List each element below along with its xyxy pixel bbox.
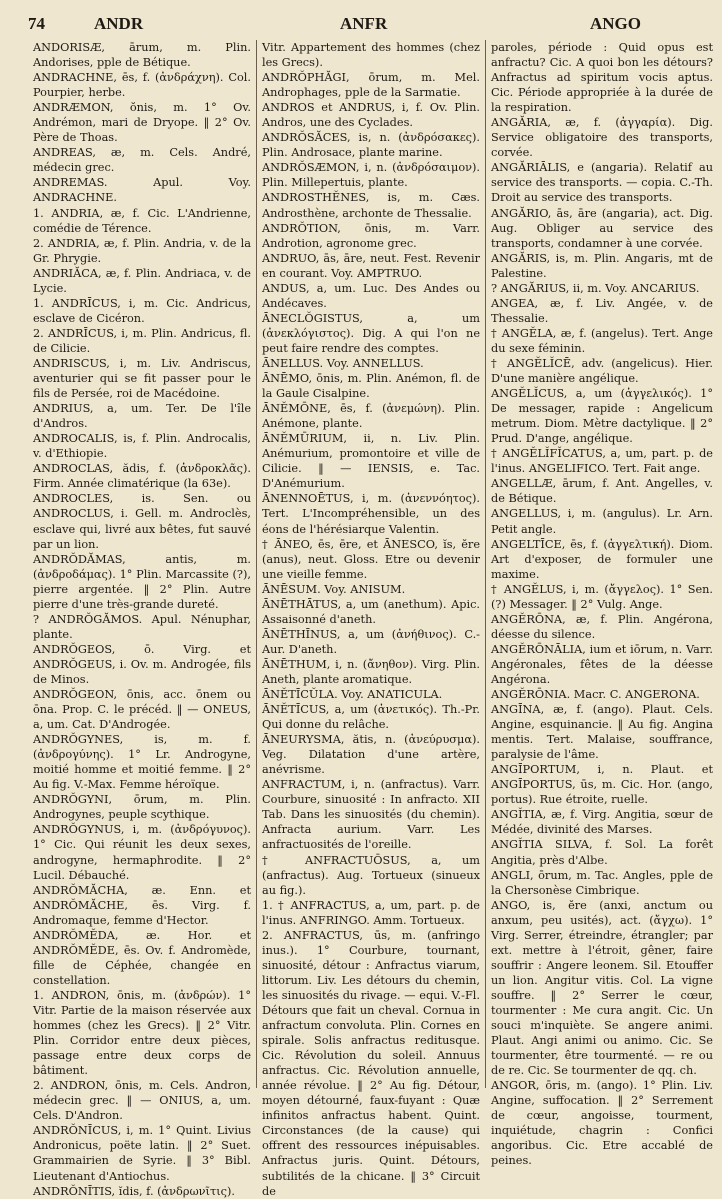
column-3 [486,40,718,1168]
dictionary-entry: paroles, période : Quid opus est anfractu? Cic. A quoi bon les détours? Anfractus ad spiritum vocis aptus. Cic. Période appropriée à la durée de la respiration. [491,41,713,115]
dictionary-entry: ANDREAS, æ, m. Cels. André, médecin grec. [33,146,251,175]
dictionary-entry: ANDROS et ANDRUS, i, f. Ov. Plin. Andros, une des Cyclades. [262,101,480,130]
dictionary-entry: ANDRŎSĂCES, is, n. (ἀνδρόσακες). Plin. Androsace, plante marine. [262,131,480,160]
dictionary-entry: ANGĪNA, æ, f. (ango). Plaut. Cels. Angine, esquinancie. ‖ Au fig. Angina mentis. Tert. Malaise, souffrance, paralysie de l'âme. [491,703,713,762]
dictionary-entry: ANGELLUS, i, m. (angulus). Lr. Arn. Petit angle. [491,507,713,536]
dictionary-entry: ANDUS, a, um. Luc. Des Andes ou Andécaves. [262,281,480,310]
dictionary-entry: ? ANGĂRIUS, ii, m. Voy. ANCARIUS. [491,281,700,295]
dictionary-entry: ANGĔRŌNĀLIA, ium et iōrum, n. Varr. Angéronales, fêtes de la déesse Angérona. [491,642,713,686]
dictionary-entry: ANDROCLAS, ădis, f. (ἀνδροκλᾶς). Firm. Année climatérique (la 63e). [33,462,251,491]
dictionary-entry: † ANGĔLĬFĬCATUS, a, um, part. p. de l'inus. ANGELIFICO. Tert. Fait ange. [491,447,713,476]
dictionary-entry: ANDRIUS, a, um. Ter. De l'île d'Andros. [33,402,251,431]
dictionary-entry: ANDROCALIS, is, f. Plin. Androcalis, v. d'Ethiopie. [33,432,251,461]
guide-word-left: ANDR [94,14,144,33]
page-number: 74 [28,14,45,33]
dictionary-entry: ANGĔLĬCUS, a, um (ἀγγελικός). 1° De messager, rapide : Angelicum metrum. Diom. Mètre dactylique. ‖ 2° Prud. D'ange, angélique. [491,387,713,446]
dictionary-entry: ĀNĔMŪRIUM, ii, n. Liv. Plin. Anémurium, promontoire et ville de Cilicie. ‖ — IENSIS, e. Tac. D'Anémurium. [262,432,480,491]
dictionary-entry: ANGELTĪCE, ēs, f. (ἀγγελτική). Diom. Art d'exposer, de formuler une maxime. [491,537,713,581]
dictionary-entry: ANDRUO, ās, āre, neut. Fest. Revenir en courant. Voy. AMPTRUO. [262,251,480,280]
dictionary-entry: ĀNĔMŌNE, ēs, f. (ἀνεμώνη). Plin. Anémone, plante. [262,402,480,431]
dictionary-entry: ANDRŎGEON, ōnis, acc. ōnem ou ōna. Prop. C. le précéd. ‖ — ONEUS, a, um. Cat. D'Androgée. [33,688,251,732]
dictionary-entry: ĀNECLŎGISTUS, a, um (ἀνεκλόγιστος). Dig. A qui l'on ne peut faire rendre des comptes. [262,311,480,355]
dictionary-entry: ANDORISÆ, ārum, m. Plin. Andorises, pple de Bétique. [33,41,251,70]
dictionary-entry: ANDRACHNE, ēs, f. (ἀνδράχνη). Col. Pourpier, herbe. [33,71,251,100]
dictionary-entry: ĀNĒTHUM, i, n. (ἄνηθον). Virg. Plin. Aneth, plante aromatique. [262,657,480,686]
dictionary-entry: ? ANDRŎGĂMOS. Apul. Nénuphar, plante. [33,612,251,641]
dictionary-entry: ANFRACTUM, i, n. (anfractus). Varr. Courbure, sinuosité : In anfracto. XII Tab. Dans les sinuosités (du chemin). Anfracta aurium. Varr. Les anfractuosités de l'oreille. [262,778,480,852]
dictionary-entry: ĀNĔTĪCUS, a, um (ἀνετικός). Th.-Pr. Qui donne du relâche. [262,703,480,732]
dictionary-entry: ANGĂRIO, ās, āre (angaria), act. Dig. Aug. Obliger au service des transports, condamner à une corvée. [491,206,713,250]
dictionary-entry: ANGĔRŌNA, æ, f. Plin. Angérona, déesse du silence. [491,612,713,641]
dictionary-entry: 2. ANDRIA, æ, f. Plin. Andria, v. de la Gr. Phrygie. [33,236,251,265]
dictionary-entry: 1. ANDRĪCUS, i, m. Cic. Andricus, esclave de Cicéron. [33,296,251,325]
dictionary-entry: ĀNĒMO, ōnis, m. Plin. Anémon, fl. de la Gaule Cisalpine. [262,372,480,401]
dictionary-entry: † ĀNEO, ēs, ēre, et ĀNESCO, ĭs, ĕre (anus), neut. Gloss. Etre ou devenir une vieille femme. [262,537,480,581]
dictionary-entry: ANGO, is, ĕre (anxi, anctum ou anxum, peu usités), act. (ἄγχω). 1° Virg. Serrer, étreindre, étrangler; par ext. mettre à l'étroit, gêner, faire souffrir : Angere leonem. Sil. Etouffer un lion. Angitur vitis. Col. La vigne souffre. ‖ 2° Serrer le cœur, tourmenter : Me cura angit. Cic. Un souci m'inquiète. Se angere animi. Plaut. Angi animi ou animo. Cic. Se tourmenter, être tourmenté. — re ou de re. Cic. Se tourmenter de qq. ch. [491,898,713,1078]
dictionary-entry: ANGĂRIS, is, m. Plin. Angaris, mt de Palestine. [491,251,713,280]
guide-word-right: ANGO [590,14,641,33]
guide-word-middle: ANFR [340,14,388,33]
dictionary-entry: ĀNEURYSMA, ătis, n. (ἀνεύρυσμα). Veg. Dilatation d'une artère, anévrisme. [262,733,480,777]
dictionary-entry: ANDRŎNĪCUS, i, m. 1° Quint. Livius Andronicus, poëte latin. ‖ 2° Suet. Grammairien de Syrie. ‖ 3° Bibl. Lieutenant d'Antiochus. [33,1124,251,1183]
dictionary-entry: 2. ANDRĪCUS, i, m. Plin. Andricus, fl. de Cilicie. [33,326,251,355]
dictionary-entry: ANDRŎMĔDA, æ. Hor. et ANDRŎMĔDE, ēs. Ov. f. Andromède, fille de Céphée, changée en constellation. [33,928,251,987]
dictionary-entry: 2. ANFRACTUS, ūs, m. (anfringo inus.). 1° Courbure, tournant, sinuosité, détour : Anfractus viarum, littorum. Liv. Les détours du chemin, les sinuosités du rivage. — equi. V.-Fl. Détours que fait un cheval. Cornua in anfractum convoluta. Plin. Cornes en spirale. Solis anfractus reditusque. Cic. Révolution du soleil. Annuus anfractus. Cic. Révolution annuelle, année révolue. ‖ 2° Au fig. Détour, moyen détourné, faux-fuyant : Quæ infinitos anfractus habent. Quint. Circonstances (de la cause) qui offrent des ressources inépuisables. Anfractus juris. Quint. Détours, subtilités de la chicane. ‖ 3° Circuit de [262,928,480,1198]
dictionary-entry: ANDRŎGYNI, ōrum, m. Plin. Androgynes, peuple scythique. [33,793,251,822]
dictionary-entry: ANDRIĂCA, æ, f. Plin. Andriaca, v. de Lycie. [33,266,251,295]
dictionary-entry: † ANGĔLĬCĒ, adv. (angelicus). Hier. D'une manière angélique. [491,356,713,386]
dictionary-entry: ANDRŎGEOS, ō. Virg. et ANDRŎGEUS, i. Ov. m. Androgée, fils de Minos. [33,642,251,686]
dictionary-entry: ANDROSTHĔNES, is, m. Cæs. Androsthène, archonte de Thessalie. [262,191,480,220]
dictionary-entry: ANGĔRŌNIA. Macr. C. ANGERONA. [491,688,700,702]
dictionary-entry: 1. ANDRON, ōnis, m. (ἀνδρών). 1° Vitr. Partie de la maison réservée aux hommes (chez les Grecs). ‖ 2° Vitr. Plin. Corridor entre deux pièces, passage entre deux corps de bâtiment. [33,988,251,1078]
dictionary-entry: ANDRŎMĂCHA, æ. Enn. et ANDRŎMĂCHE, ēs. Virg. f. Andromaque, femme d'Hector. [33,883,251,927]
dictionary-entry: ANDRISCUS, i, m. Liv. Andriscus, aventurier qui se fit passer pour le fils de Persée, roi de Macédoine. [33,356,251,401]
dictionary-entry: ANGĂRIA, æ, f. (ἀγγαρία). Dig. Service obligatoire des transports, corvée. [491,116,713,160]
column-2 [256,40,486,1198]
columns [28,40,718,1198]
dictionary-entry: † ANGĔLA, æ, f. (angelus). Tert. Ange du sexe féminin. [491,326,713,355]
dictionary-entry: ĀNĔTĪCŬLA. Voy. ANATICULA. [262,688,443,702]
dictionary-entry: ANDRŎNĪTIS, ĭdis, f. (ἀνδρωνῖτις). [33,1184,235,1198]
dictionary-entry: 1. ANDRIA, æ, f. Cic. L'Andrienne, comédie de Térence. [33,206,251,235]
dictionary-entry: ANDROCLES, is. Sen. ou ANDROCLUS, i. Gell. m. Androclès, esclave qui, livré aux bêtes, fut sauvé par un lion. [33,492,251,551]
dictionary-entry: ANDRÆMON, ŏnis, m. 1° Ov. Andrémon, mari de Dryope. ‖ 2° Ov. Père de Thoas. [33,101,251,145]
dictionary-entry: ĀNĒSUM. Voy. ANISUM. [262,582,406,596]
running-header [28,14,716,36]
dictionary-entry: Vitr. Appartement des hommes (chez les Grecs). [262,41,480,70]
dictionary-entry: ANGĪPORTUM, i, n. Plaut. et ANGĪPORTUS, ūs, m. Cic. Hor. (ango, portus). Rue étroite, ruelle. [491,763,713,807]
dictionary-entry: ANDRŎTION, ōnis, m. Varr. Androtion, agronome grec. [262,221,480,250]
dictionary-entry: 1. † ANFRACTUS, a, um, part. p. de l'inus. ANFRINGO. Amm. Tortueux. [262,898,480,927]
dictionary-entry: ANGOR, ōris, m. (ango). 1° Plin. Liv. Angine, suffocation. ‖ 2° Serrement de cœur, angoisse, tourment, inquiétude, chagrin : Confici angoribus. Cic. Etre accablé de peines. [491,1079,713,1168]
dictionary-entry: 2. ANDRON, ōnis, m. Cels. Andron, médecin grec. ‖ — ONIUS, a, um. Cels. D'Andron. [33,1079,251,1123]
dictionary-entry: ĀNELLUS. Voy. ANNELLUS. [262,356,424,370]
dictionary-entry: ANGLI, ōrum, m. Tac. Angles, pple de la Chersonèse Cimbrique. [491,868,713,897]
dictionary-entry: † ANFRACTUŌSUS, a, um (anfractus). Aug. Tortueux (sinueux au fig.). [262,853,480,897]
dictionary-entry: ANDREMAS. Apul. Voy. ANDRACHNE. [33,176,251,205]
dictionary-entry: ANGĂRIĀLIS, e (angaria). Relatif au service des transports. — copia. C.-Th. Droit au service des transports. [491,161,713,205]
dictionary-entry: ANDRŎDĂMAS, antis, m. (ἀνδροδάμας). 1° Plin. Marcassite (?), pierre argentée. ‖ 2° Plin. Autre pierre d'une très-grande dureté. [33,552,251,611]
dictionary-entry: ANGĬTIA SILVA, f. Sol. La forêt Angitia, près d'Albe. [491,838,713,867]
dictionary-entry: ANGELLÆ, ārum, f. Ant. Angelles, v. de Bétique. [491,477,713,506]
dictionary-entry: ANDRŎGYNUS, i, m. (ἀνδρόγυνος). 1° Cic. Qui réunit les deux sexes, androgyne, hermaphrodite. ‖ 2° Lucil. Débauché. [33,823,251,882]
dictionary-entry: ĀNENNOĒTUS, i, m. (ἀνεννόητος). Tert. L'Incompréhensible, un des éons de l'hérésiarque Valentin. [262,492,480,536]
dictionary-entry: ANGĬTIA, æ, f. Virg. Angitia, sœur de Médée, divinité des Marses. [491,808,713,837]
dictionary-entry: ANGEA, æ, f. Liv. Angée, v. de Thessalie. [491,296,713,325]
dictionary-entry: ĀNĒTHĪNUS, a, um (ἀνήθινος). C.-Aur. D'aneth. [262,627,480,656]
dictionary-entry: † ANGĔLUS, i, m. (ἄγγελος). 1° Sen. (?) Messager. ‖ 2° Vulg. Ange. [491,582,713,611]
dictionary-entry: ĀNĒTHĀTUS, a, um (anethum). Apic. Assaisonné d'aneth. [262,597,480,626]
dictionary-entry: ANDRŎGYNES, is, m. f. (ἀνδρογύνης). 1° Lr. Androgyne, moitié homme et moitié femme. ‖ 2° Au fig. V.-Max. Femme héroïque. [33,733,251,792]
column-1 [28,40,256,1198]
dictionary-entry: ANDRŎSÆMON, i, n. (ἀνδρόσαιμον). Plin. Millepertuis, plante. [262,161,480,190]
dictionary-entry: ANDRŎPHĂGI, ōrum, m. Mel. Androphages, pple de la Sarmatie. [262,71,480,100]
